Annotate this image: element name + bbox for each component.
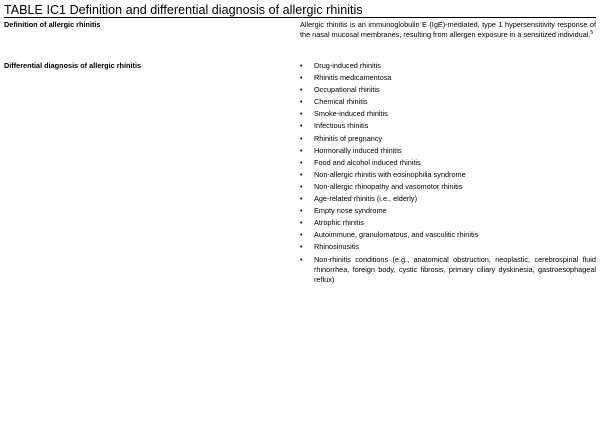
list-item-text: Autoimmune, granulomatous, and vasculitic rhinitis bbox=[314, 230, 479, 240]
bullet-icon: • bbox=[300, 145, 303, 155]
bullet-icon: • bbox=[300, 242, 303, 252]
list-item bbox=[300, 218, 596, 228]
list-item-text: Drug-induced rhinitis bbox=[314, 61, 381, 70]
bullet-icon: • bbox=[300, 61, 303, 70]
list-item-text: Non-allergic rhinopathy and vasomotor rhinitis bbox=[314, 181, 463, 191]
list-item-text: Occupational rhinitis bbox=[314, 85, 380, 95]
list-item-text: Non-rhinitis conditions (e.g., anatomical obstruction, neoplastic, cerebrospinal fluid rhinorrhea, foreign body, cystic fibrosis, primary ciliary dyskinesia, gastroesophageal reflux) bbox=[314, 254, 596, 284]
bullet-icon: • bbox=[300, 218, 303, 228]
list-item-text: Age-related rhinitis (i.e., elderly) bbox=[314, 194, 418, 204]
bullet-icon: • bbox=[300, 85, 303, 95]
differential-content bbox=[300, 60, 596, 285]
list-item bbox=[300, 61, 596, 71]
definition-row bbox=[4, 18, 596, 60]
list-item-text: Non-allergic rhinitis with eosinophilia syndrome bbox=[314, 169, 466, 179]
list-item-text: Atrophic rhinitis bbox=[314, 218, 364, 228]
bullet-icon: • bbox=[300, 254, 303, 264]
bullet-icon: • bbox=[300, 157, 303, 167]
list-item bbox=[300, 85, 596, 95]
list-item bbox=[300, 109, 596, 119]
differential-list bbox=[300, 60, 596, 285]
list-item bbox=[300, 121, 596, 131]
list-item-text: Rhinitis medicamentosa bbox=[314, 73, 392, 83]
definition-label: Definition of allergic rhinitis bbox=[4, 20, 101, 29]
list-item bbox=[300, 206, 596, 216]
list-item-text: Chemical rhinitis bbox=[314, 97, 368, 107]
list-item-text: Rhinitis of pregnancy bbox=[314, 133, 383, 143]
differential-label: Differential diagnosis of allergic rhinitis bbox=[4, 61, 142, 70]
bullet-icon: • bbox=[300, 230, 303, 240]
list-item bbox=[300, 146, 596, 156]
list-item-text: Rhinosinusitis bbox=[314, 242, 360, 252]
list-item bbox=[300, 170, 596, 180]
list-item bbox=[300, 230, 596, 240]
table-title: TABLE IC1 Definition and differential diagnosis of allergic rhinitis bbox=[4, 3, 363, 17]
list-item bbox=[300, 182, 596, 192]
bullet-icon: • bbox=[300, 109, 303, 119]
list-item-text: Infectious rhinitis bbox=[314, 121, 369, 131]
definition-text-block bbox=[300, 18, 596, 40]
list-item-text: Food and alcohol induced rhinitis bbox=[314, 157, 421, 167]
bullet-icon: • bbox=[300, 133, 303, 143]
list-item bbox=[300, 194, 596, 204]
document-page bbox=[4, 3, 596, 287]
definition-text: Allergic rhinitis is an immunoglobulin E (IgE)-mediated, type 1 hypersensitivity response of the nasal mucosal membranes, resulting from allergen exposure in a sensitized individual. bbox=[300, 20, 596, 39]
bullet-icon: • bbox=[300, 206, 303, 216]
reference-superscript: 5 bbox=[590, 30, 594, 36]
bullet-icon: • bbox=[300, 97, 303, 107]
differential-row bbox=[4, 60, 596, 285]
list-item bbox=[300, 242, 596, 252]
list-item bbox=[300, 255, 596, 285]
bullet-icon: • bbox=[300, 169, 303, 179]
list-item bbox=[300, 134, 596, 144]
bullet-icon: • bbox=[300, 181, 303, 191]
list-item bbox=[300, 73, 596, 83]
bullet-icon: • bbox=[300, 121, 303, 131]
bullet-icon: • bbox=[300, 73, 303, 83]
list-item bbox=[300, 97, 596, 107]
list-item bbox=[300, 158, 596, 168]
list-item-text: Empty nose syndrome bbox=[314, 206, 387, 216]
list-item-text: Smoke-induced rhinitis bbox=[314, 109, 388, 119]
list-item-text: Hormonally induced rhinitis bbox=[314, 145, 402, 155]
bullet-icon: • bbox=[300, 194, 303, 204]
